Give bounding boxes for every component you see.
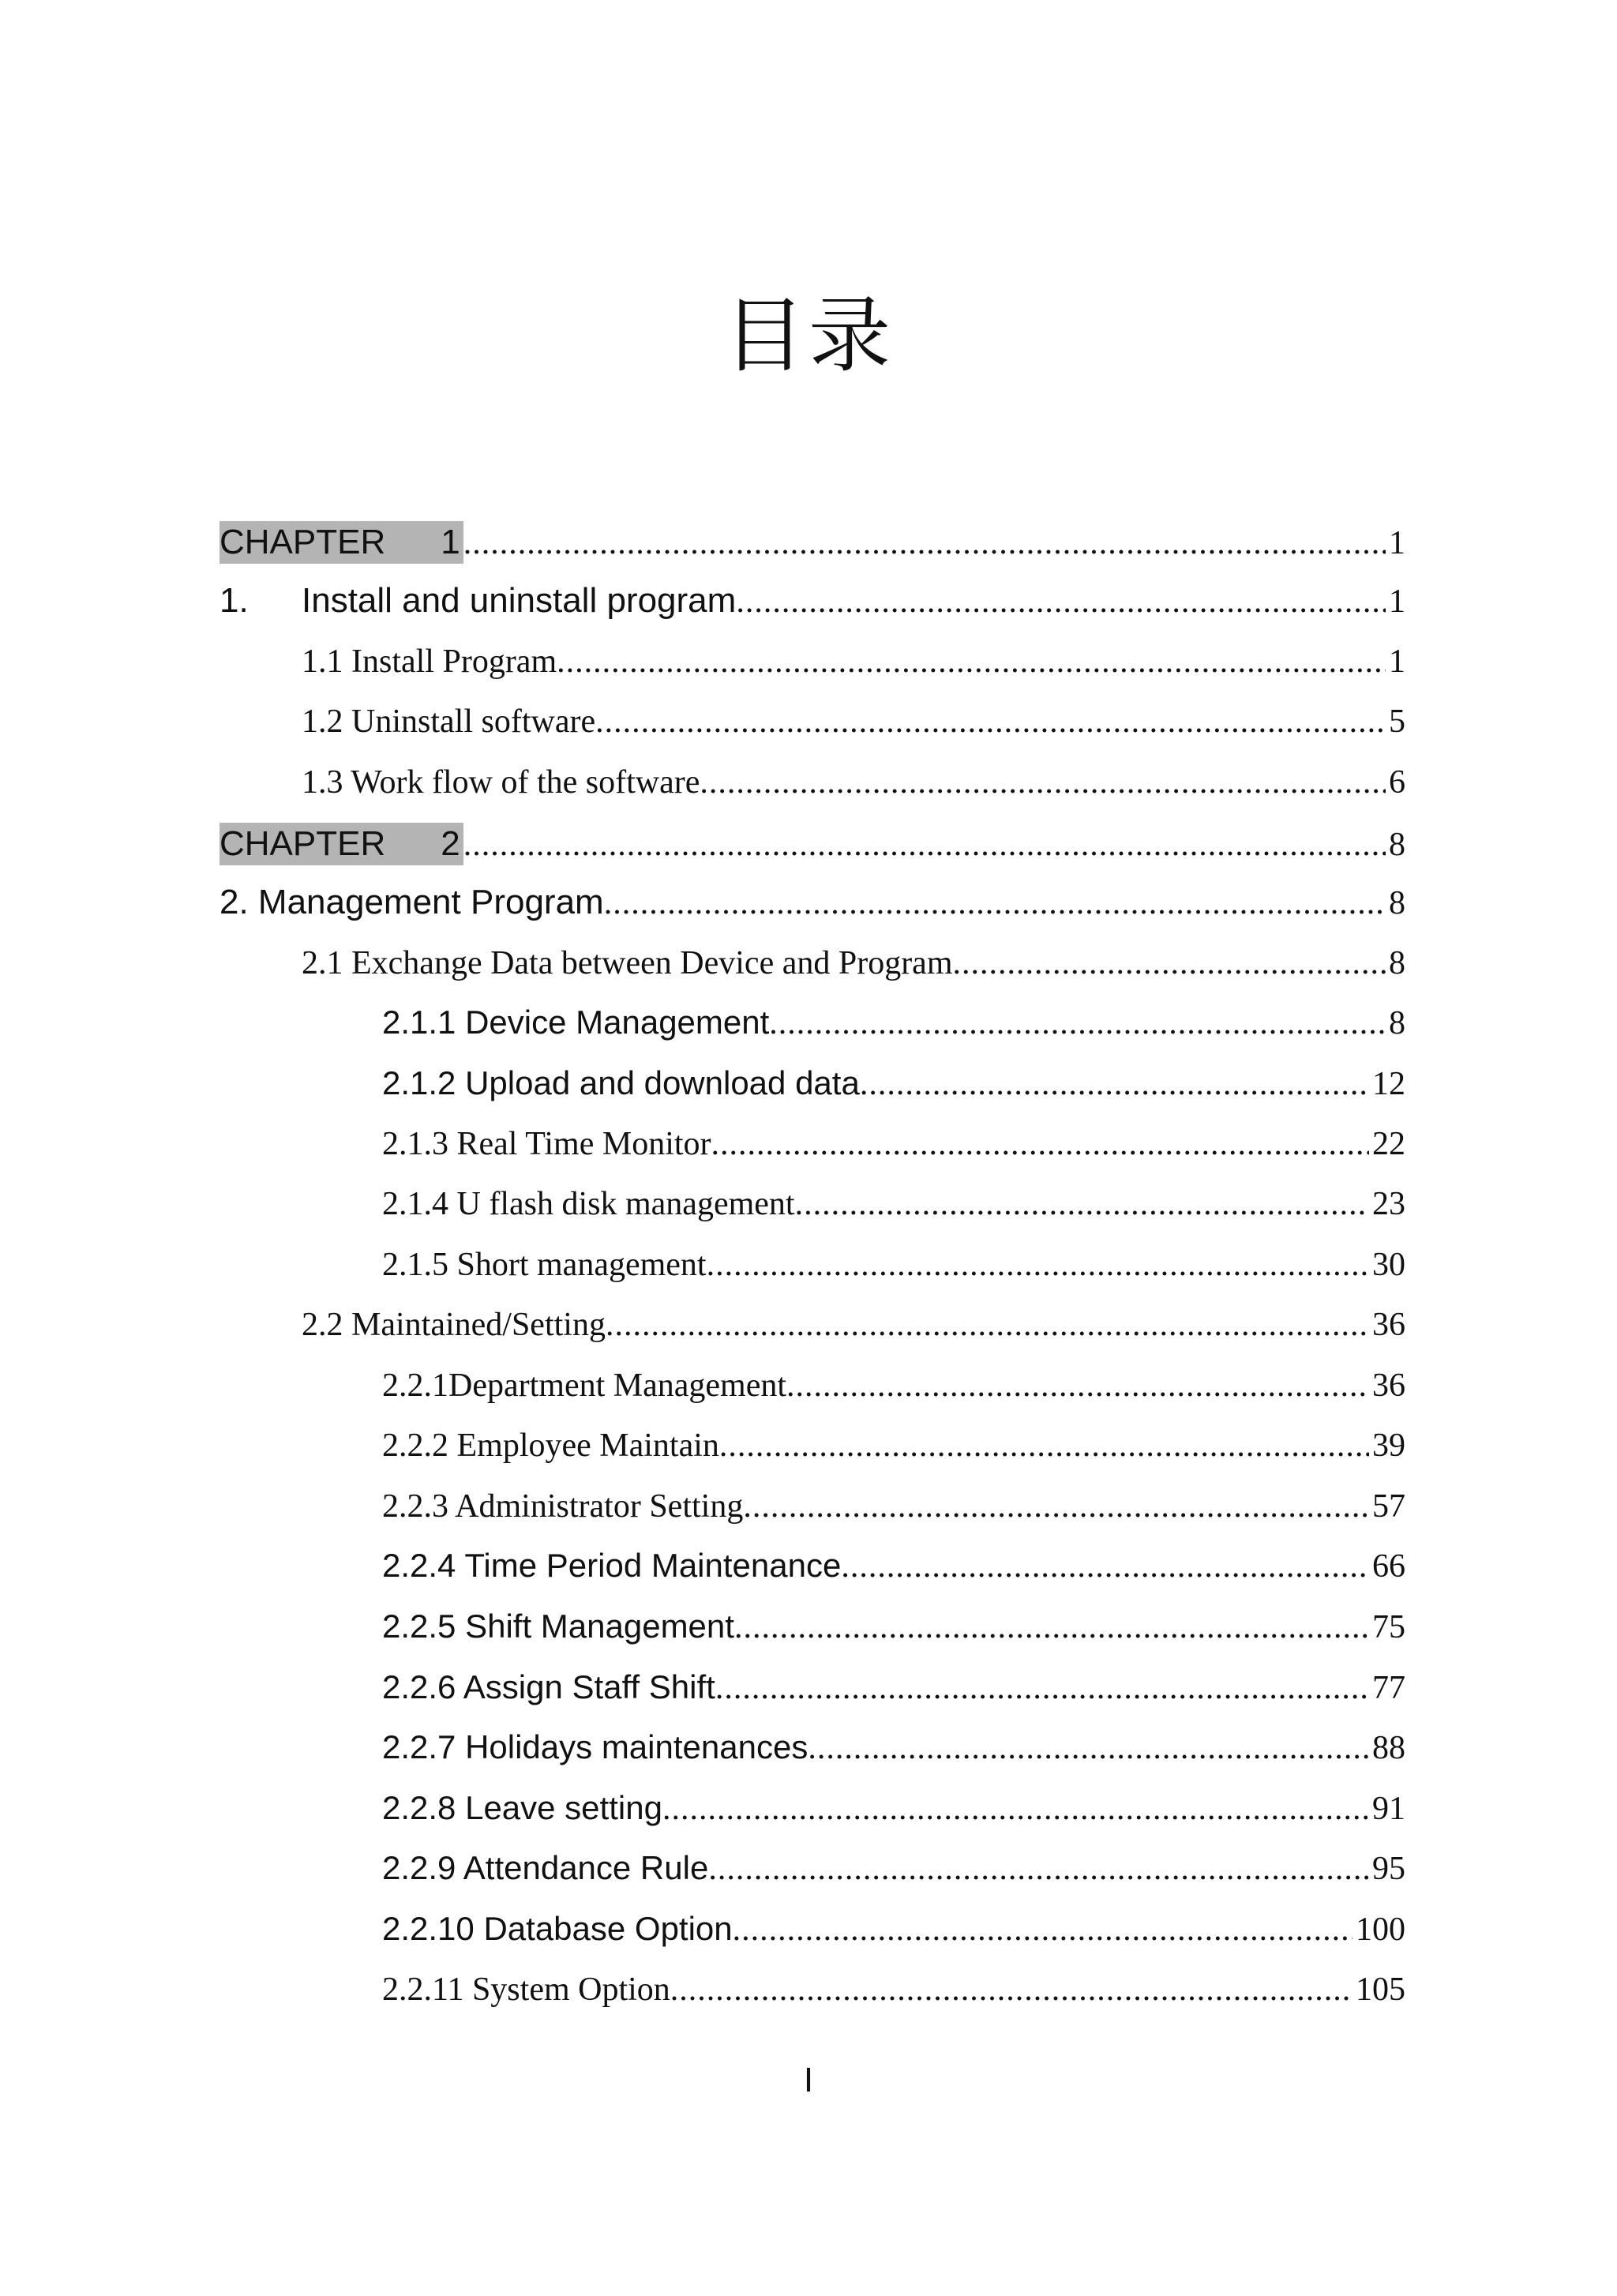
toc-page-number: 75 bbox=[1372, 1609, 1405, 1645]
dot-leader bbox=[808, 1729, 1369, 1767]
toc-entry-2-2-4[interactable] bbox=[382, 1547, 1405, 1594]
toc-page-number: 8 bbox=[1389, 827, 1405, 863]
dot-leader bbox=[711, 1125, 1369, 1163]
toc-entry-2-2-9[interactable] bbox=[382, 1849, 1405, 1896]
toc-section-label bbox=[219, 581, 736, 621]
toc-page-number: 36 bbox=[1372, 1307, 1405, 1343]
toc-page-number: 23 bbox=[1372, 1186, 1405, 1222]
toc-entry-label: 2.2 Maintained/Setting bbox=[302, 1307, 606, 1343]
toc-entry-2-2-8[interactable] bbox=[382, 1789, 1405, 1836]
chapter-heading-highlight bbox=[219, 823, 463, 865]
toc-entry-2-2[interactable] bbox=[302, 1306, 1405, 1353]
toc-entry-label: 2.1.2 Upload and download data bbox=[382, 1064, 860, 1101]
dot-leader bbox=[604, 884, 1386, 922]
toc-entry-2-2-5[interactable] bbox=[382, 1608, 1405, 1655]
toc-entry-2-1[interactable] bbox=[302, 944, 1405, 992]
toc-page-number: 105 bbox=[1356, 1971, 1405, 2008]
toc-page-number: 66 bbox=[1372, 1548, 1405, 1585]
dot-leader bbox=[841, 1548, 1369, 1585]
toc-page-number: 1 bbox=[1389, 583, 1405, 620]
toc-entry-section-2[interactable] bbox=[219, 883, 1405, 930]
toc-entry-2-1-1[interactable] bbox=[382, 1004, 1405, 1051]
toc-entry-label: 2.2.7 Holidays maintenances bbox=[382, 1728, 808, 1765]
toc-entry-1-2[interactable] bbox=[302, 703, 1405, 750]
toc-entry-label: 2.1.4 U flash disk management bbox=[382, 1186, 795, 1222]
dot-leader bbox=[595, 703, 1386, 741]
toc-entry-2-2-7[interactable] bbox=[382, 1728, 1405, 1776]
dot-leader bbox=[463, 826, 1386, 864]
dot-leader bbox=[463, 524, 1386, 562]
section-title: Install and uninstall program bbox=[302, 581, 737, 620]
toc-entry-label: 2.2.2 Employee Maintain bbox=[382, 1427, 719, 1464]
dot-leader bbox=[670, 1971, 1353, 2009]
dot-leader bbox=[719, 1427, 1369, 1465]
toc-page-number: 6 bbox=[1389, 764, 1405, 801]
toc-entry-label: 2.1.5 Short management bbox=[382, 1247, 707, 1283]
chapter-number: 1 bbox=[441, 523, 460, 561]
toc-entry-2-2-6[interactable] bbox=[382, 1668, 1405, 1716]
toc-entry-label: 2.1.3 Real Time Monitor bbox=[382, 1126, 711, 1162]
chapter-word: CHAPTER bbox=[219, 824, 386, 863]
toc-page-number: 5 bbox=[1389, 703, 1405, 740]
chapter-number: 2 bbox=[441, 824, 460, 863]
dot-leader bbox=[557, 643, 1386, 681]
toc-page-number: 88 bbox=[1372, 1730, 1405, 1766]
chapter-word: CHAPTER bbox=[219, 523, 386, 561]
dot-leader bbox=[769, 1004, 1386, 1042]
dot-leader bbox=[733, 1911, 1353, 1949]
chapter-heading-highlight bbox=[219, 521, 463, 564]
toc-entry-label: 2. Management Program bbox=[219, 883, 604, 921]
dot-leader bbox=[662, 1790, 1369, 1828]
toc-page-number: 1 bbox=[1389, 525, 1405, 561]
toc-page-number: 8 bbox=[1389, 1005, 1405, 1041]
dot-leader bbox=[707, 1246, 1369, 1284]
toc-entry-label: 1.1 Install Program bbox=[302, 643, 557, 680]
toc-entry-2-2-10[interactable] bbox=[382, 1910, 1405, 1957]
toc-page-number: 8 bbox=[1389, 885, 1405, 921]
toc-entry-2-1-3[interactable] bbox=[382, 1125, 1405, 1172]
toc-page-number: 95 bbox=[1372, 1851, 1405, 1887]
toc-entry-label: 2.1 Exchange Data between Device and Program bbox=[302, 945, 953, 981]
toc-entry-label: 2.2.8 Leave setting bbox=[382, 1789, 662, 1826]
toc-entry-label: 1.2 Uninstall software bbox=[302, 703, 596, 740]
toc-entry-label: 2.2.9 Attendance Rule bbox=[382, 1849, 709, 1886]
dot-leader bbox=[786, 1367, 1369, 1405]
toc-entry-2-1-4[interactable] bbox=[382, 1185, 1405, 1232]
toc-page-number: 91 bbox=[1372, 1791, 1405, 1827]
toc-entry-label: 2.2.6 Assign Staff Shift bbox=[382, 1668, 715, 1705]
toc-page-number: 39 bbox=[1372, 1427, 1405, 1464]
toc-entry-label: 2.2.4 Time Period Maintenance bbox=[382, 1547, 842, 1584]
toc-page-number: 100 bbox=[1356, 1911, 1405, 1948]
toc-entry-label: 2.2.3 Administrator Setting bbox=[382, 1488, 744, 1525]
toc-page-number: 36 bbox=[1372, 1367, 1405, 1404]
section-number: 1. bbox=[219, 581, 249, 620]
toc-page-number: 22 bbox=[1372, 1126, 1405, 1162]
toc-entry-2-1-5[interactable] bbox=[382, 1246, 1405, 1293]
toc-entry-label: 1.3 Work flow of the software bbox=[302, 764, 700, 801]
dot-leader bbox=[708, 1850, 1369, 1888]
toc-page-number: 1 bbox=[1389, 643, 1405, 680]
toc-entry-section-1[interactable] bbox=[219, 581, 1405, 628]
dot-leader bbox=[860, 1065, 1369, 1103]
toc-entry-2-2-1[interactable] bbox=[382, 1367, 1405, 1414]
dot-leader bbox=[953, 944, 1386, 982]
dot-leader bbox=[715, 1669, 1369, 1707]
page-title: 目录 bbox=[722, 287, 894, 384]
toc-page-number: 8 bbox=[1389, 945, 1405, 981]
toc-entry-2-2-11[interactable] bbox=[382, 1971, 1405, 2018]
dot-leader bbox=[736, 583, 1386, 621]
toc-entry-2-1-2[interactable] bbox=[382, 1064, 1405, 1112]
dot-leader bbox=[700, 763, 1386, 801]
toc-entry-chapter-2[interactable] bbox=[219, 823, 1405, 870]
toc-entry-label: 2.2.10 Database Option bbox=[382, 1910, 733, 1947]
page-number: I bbox=[803, 2061, 814, 2099]
toc-page-number: 77 bbox=[1372, 1670, 1405, 1706]
toc-page-number: 12 bbox=[1372, 1066, 1405, 1102]
toc-page-number: 57 bbox=[1372, 1488, 1405, 1525]
toc-entry-2-2-2[interactable] bbox=[382, 1427, 1405, 1474]
toc-entry-2-2-3[interactable] bbox=[382, 1488, 1405, 1535]
toc-entry-1-1[interactable] bbox=[302, 643, 1405, 690]
toc-entry-chapter-1[interactable] bbox=[219, 521, 1405, 568]
dot-leader bbox=[734, 1608, 1369, 1646]
dot-leader bbox=[795, 1185, 1369, 1223]
dot-leader bbox=[606, 1306, 1369, 1344]
toc-page-number: 30 bbox=[1372, 1247, 1405, 1283]
toc-entry-label: 2.2.1Department Management bbox=[382, 1367, 786, 1404]
dot-leader bbox=[743, 1488, 1369, 1525]
toc-entry-label: 2.2.11 System Option bbox=[382, 1971, 670, 2008]
toc-entry-1-3[interactable] bbox=[302, 763, 1405, 811]
toc-entry-label: 2.2.5 Shift Management bbox=[382, 1608, 734, 1645]
toc-entry-label: 2.1.1 Device Management bbox=[382, 1004, 770, 1041]
